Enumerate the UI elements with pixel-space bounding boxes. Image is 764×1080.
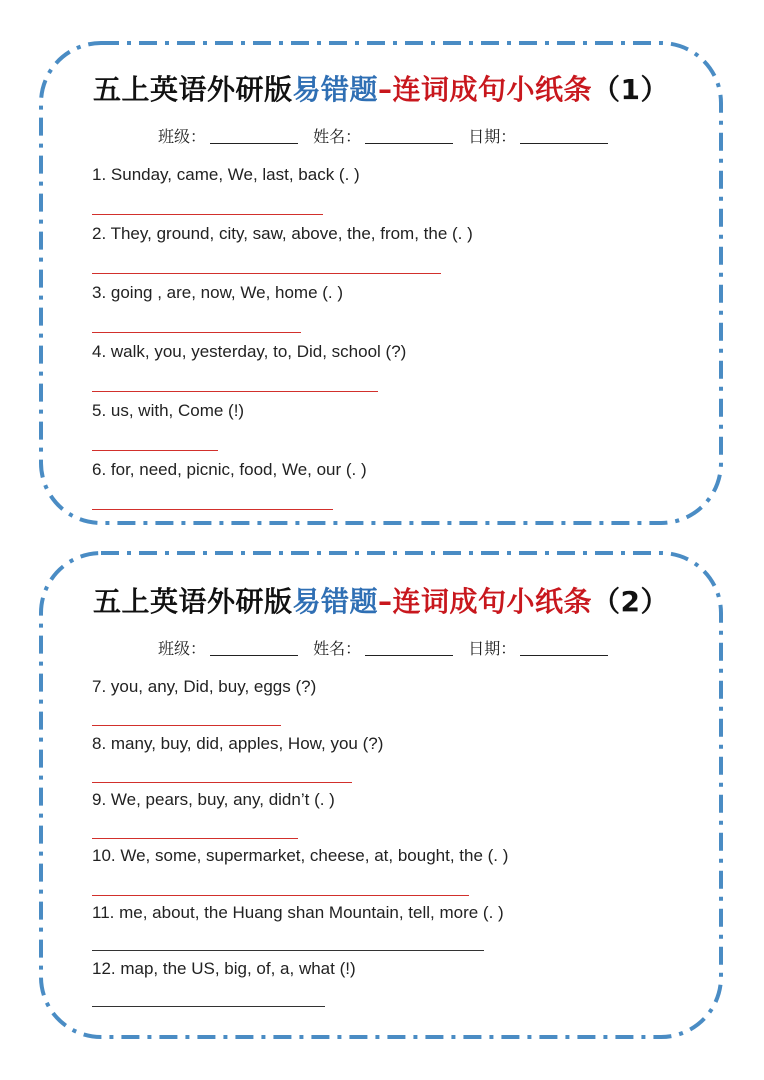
question-10: 10. We, some, supermarket, cheese, at, bought, the (. ) — [92, 846, 509, 865]
worksheet-card-2 — [38, 550, 724, 1040]
question-7: 7. you, any, Did, buy, eggs (?) — [92, 677, 317, 696]
class-label: 班级： — [158, 639, 207, 658]
name-blank[interactable] — [365, 655, 453, 656]
answer-line-9[interactable] — [92, 838, 298, 839]
answer-line-1[interactable] — [92, 214, 323, 215]
name-label: 姓名： — [313, 127, 362, 146]
question-2: 2. They, ground, city, saw, above, the, from, the (. ) — [92, 224, 473, 243]
class-label: 班级： — [158, 127, 207, 146]
name-label: 姓名： — [313, 639, 362, 658]
question-5: 5. us, with, Come (!) — [92, 401, 245, 420]
answer-line-5[interactable] — [92, 450, 218, 451]
answer-line-6[interactable] — [92, 509, 333, 510]
question-12: 12. map, the US, big, of, a, what (!) — [92, 959, 356, 978]
question-4: 4. walk, you, yesterday, to, Did, school (?) — [92, 342, 407, 361]
question-9: 9. We, pears, buy, any, didn’t (. ) — [92, 790, 335, 809]
date-label: 日期： — [468, 127, 517, 146]
answer-line-11[interactable] — [92, 950, 484, 951]
answer-line-12[interactable] — [92, 1006, 325, 1007]
name-blank[interactable] — [365, 143, 453, 144]
date-blank[interactable] — [520, 143, 608, 144]
class-blank[interactable] — [210, 655, 298, 656]
question-3: 3. going , are, now, We, home (. ) — [92, 283, 344, 302]
question-11: 11. me, about, the Huang shan Mountain, tell, more (. ) — [92, 903, 504, 922]
answer-line-8[interactable] — [92, 782, 352, 783]
date-blank[interactable] — [520, 655, 608, 656]
date-label: 日期： — [468, 639, 517, 658]
answer-line-10[interactable] — [92, 895, 469, 896]
card-title: 五上英语外研版易错题–连词成句小纸条（1） — [92, 73, 670, 106]
question-8: 8. many, buy, did, apples, How, you (?) — [92, 734, 384, 753]
answer-line-3[interactable] — [92, 332, 301, 333]
answer-line-2[interactable] — [92, 273, 441, 274]
card-title: 五上英语外研版易错题–连词成句小纸条（2） — [92, 585, 670, 618]
answer-line-4[interactable] — [92, 391, 378, 392]
answer-line-7[interactable] — [92, 725, 281, 726]
question-1: 1. Sunday, came, We, last, back (. ) — [92, 165, 360, 184]
class-blank[interactable] — [210, 143, 298, 144]
question-6: 6. for, need, picnic, food, We, our (. ) — [92, 460, 367, 479]
info-row — [158, 124, 618, 147]
worksheet-card-1 — [38, 40, 724, 526]
info-row — [158, 636, 618, 659]
